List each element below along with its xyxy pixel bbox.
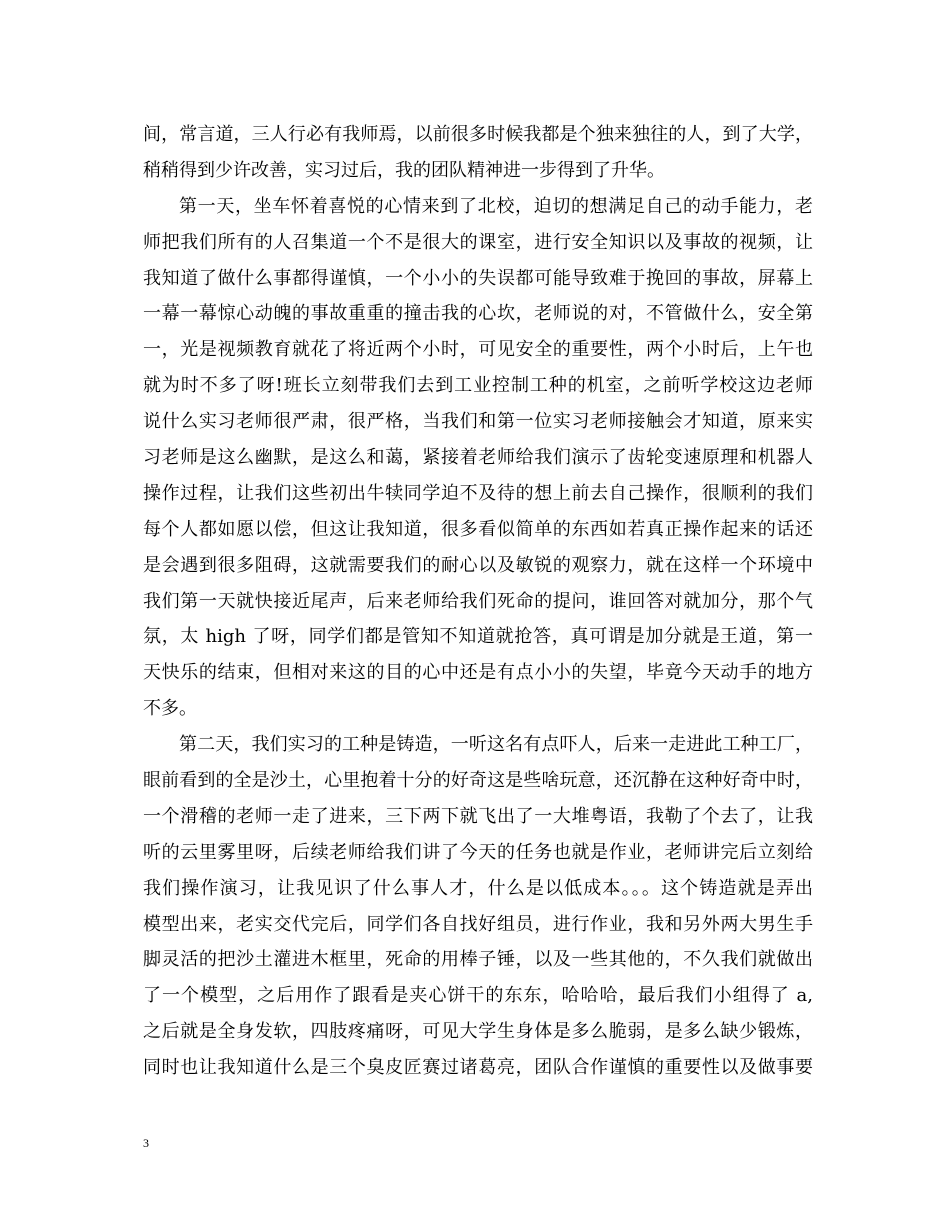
text-line: 习老师是这么幽默，是这么和蔼，紧接着老师给我们演示了齿轮变速原理和机器人 (143, 447, 813, 469)
text-line: 第一天，坐车怀着喜悦的心情来到了北校，迫切的想满足自己的动手能力，老 (179, 195, 813, 217)
text-line: 师把我们所有的人召集道一个不是很大的课室，进行安全知识以及事故的视频，让 (143, 231, 813, 253)
text-line: 每个人都如愿以偿，但这让我知道，很多看似简单的东西如若真正操作起来的话还 (143, 518, 813, 540)
text-line: 我们操作演习，让我见识了什么事人才，什么是以低成本。。。这个铸造就是弄出 (143, 877, 813, 899)
text-line: 就为时不多了呀!班长立刻带我们去到工业控制工种的机室，之前听学校这边老师 (143, 375, 813, 397)
text-line: 是会遇到很多阻碍，这就需要我们的耐心以及敏锐的观察力，就在这样一个环境中 (143, 554, 813, 576)
text-line: 我们第一天就快接近尾声，后来老师给我们死命的提问，谁回答对就加分，那个气 (143, 590, 813, 612)
text-line: 同时也让我知道什么是三个臭皮匠赛过诸葛亮，团队合作谨慎的重要性以及做事要 (143, 1057, 813, 1079)
text-line: 一，光是视频教育就花了将近两个小时，可见安全的重要性，两个小时后，上午也 (143, 339, 813, 361)
page-number: 3 (143, 1136, 149, 1150)
text-line: 模型出来，老实交代完后，同学们各自找好组员，进行作业，我和另外两大男生手 (143, 913, 813, 935)
text-line: 间，常言道，三人行必有我师焉，以前很多时候我都是个独来独往的人，到了大学， (143, 124, 813, 145)
text-line: 不多。 (143, 698, 197, 720)
document-body (143, 117, 813, 1086)
text-line: 操作过程，让我们这些初出牛犊同学迫不及待的想上前去自己操作，很顺利的我们 (143, 482, 813, 504)
text-line: 稍稍得到少许改善，实习过后，我的团队精神进一步得到了升华。 (143, 159, 665, 181)
text-line: 之后就是全身发软，四肢疼痛呀，可见大学生身体是多么脆弱，是多么缺少锻炼， (143, 1021, 813, 1043)
text-line: 第二天，我们实习的工种是铸造，一听这名有点吓人，后来一走进此工种工厂， (179, 734, 813, 756)
text-line: 说什么实习老师很严肃，很严格，当我们和第一位实习老师接触会才知道，原来实 (143, 411, 813, 433)
text-line: 脚灵活的把沙土灌进木框里，死命的用棒子锤，以及一些其他的，不久我们就做出 (143, 949, 813, 971)
text-line: 了一个模型，之后用作了跟看是夹心饼干的东东，哈哈哈，最后我们小组得了 a, (143, 985, 813, 1007)
text-line: 氛，太 high 了呀，同学们都是管知不知道就抢答，真可谓是加分就是王道，第一 (143, 626, 813, 648)
text-line: 一个滑稽的老师一走了进来，三下两下就飞出了一大堆粤语，我勒了个去了，让我 (143, 805, 813, 827)
text-line: 我知道了做什么事都得谨慎，一个小小的失误都可能导致难于挽回的事故，屏幕上 (143, 267, 813, 289)
text-line: 天快乐的结束，但相对来这的目的心中还是有点小小的失望，毕竟今天动手的地方 (143, 662, 813, 684)
text-line: 一幕一幕惊心动魄的事故重重的撞击我的心坎，老师说的对，不管做什么，安全第 (143, 303, 813, 325)
text-line: 眼前看到的全是沙土，心里抱着十分的好奇这是些啥玩意，还沉静在这种好奇中时， (143, 770, 813, 792)
text-line: 听的云里雾里呀，后续老师给我们讲了今天的任务也就是作业，老师讲完后立刻给 (143, 841, 813, 863)
